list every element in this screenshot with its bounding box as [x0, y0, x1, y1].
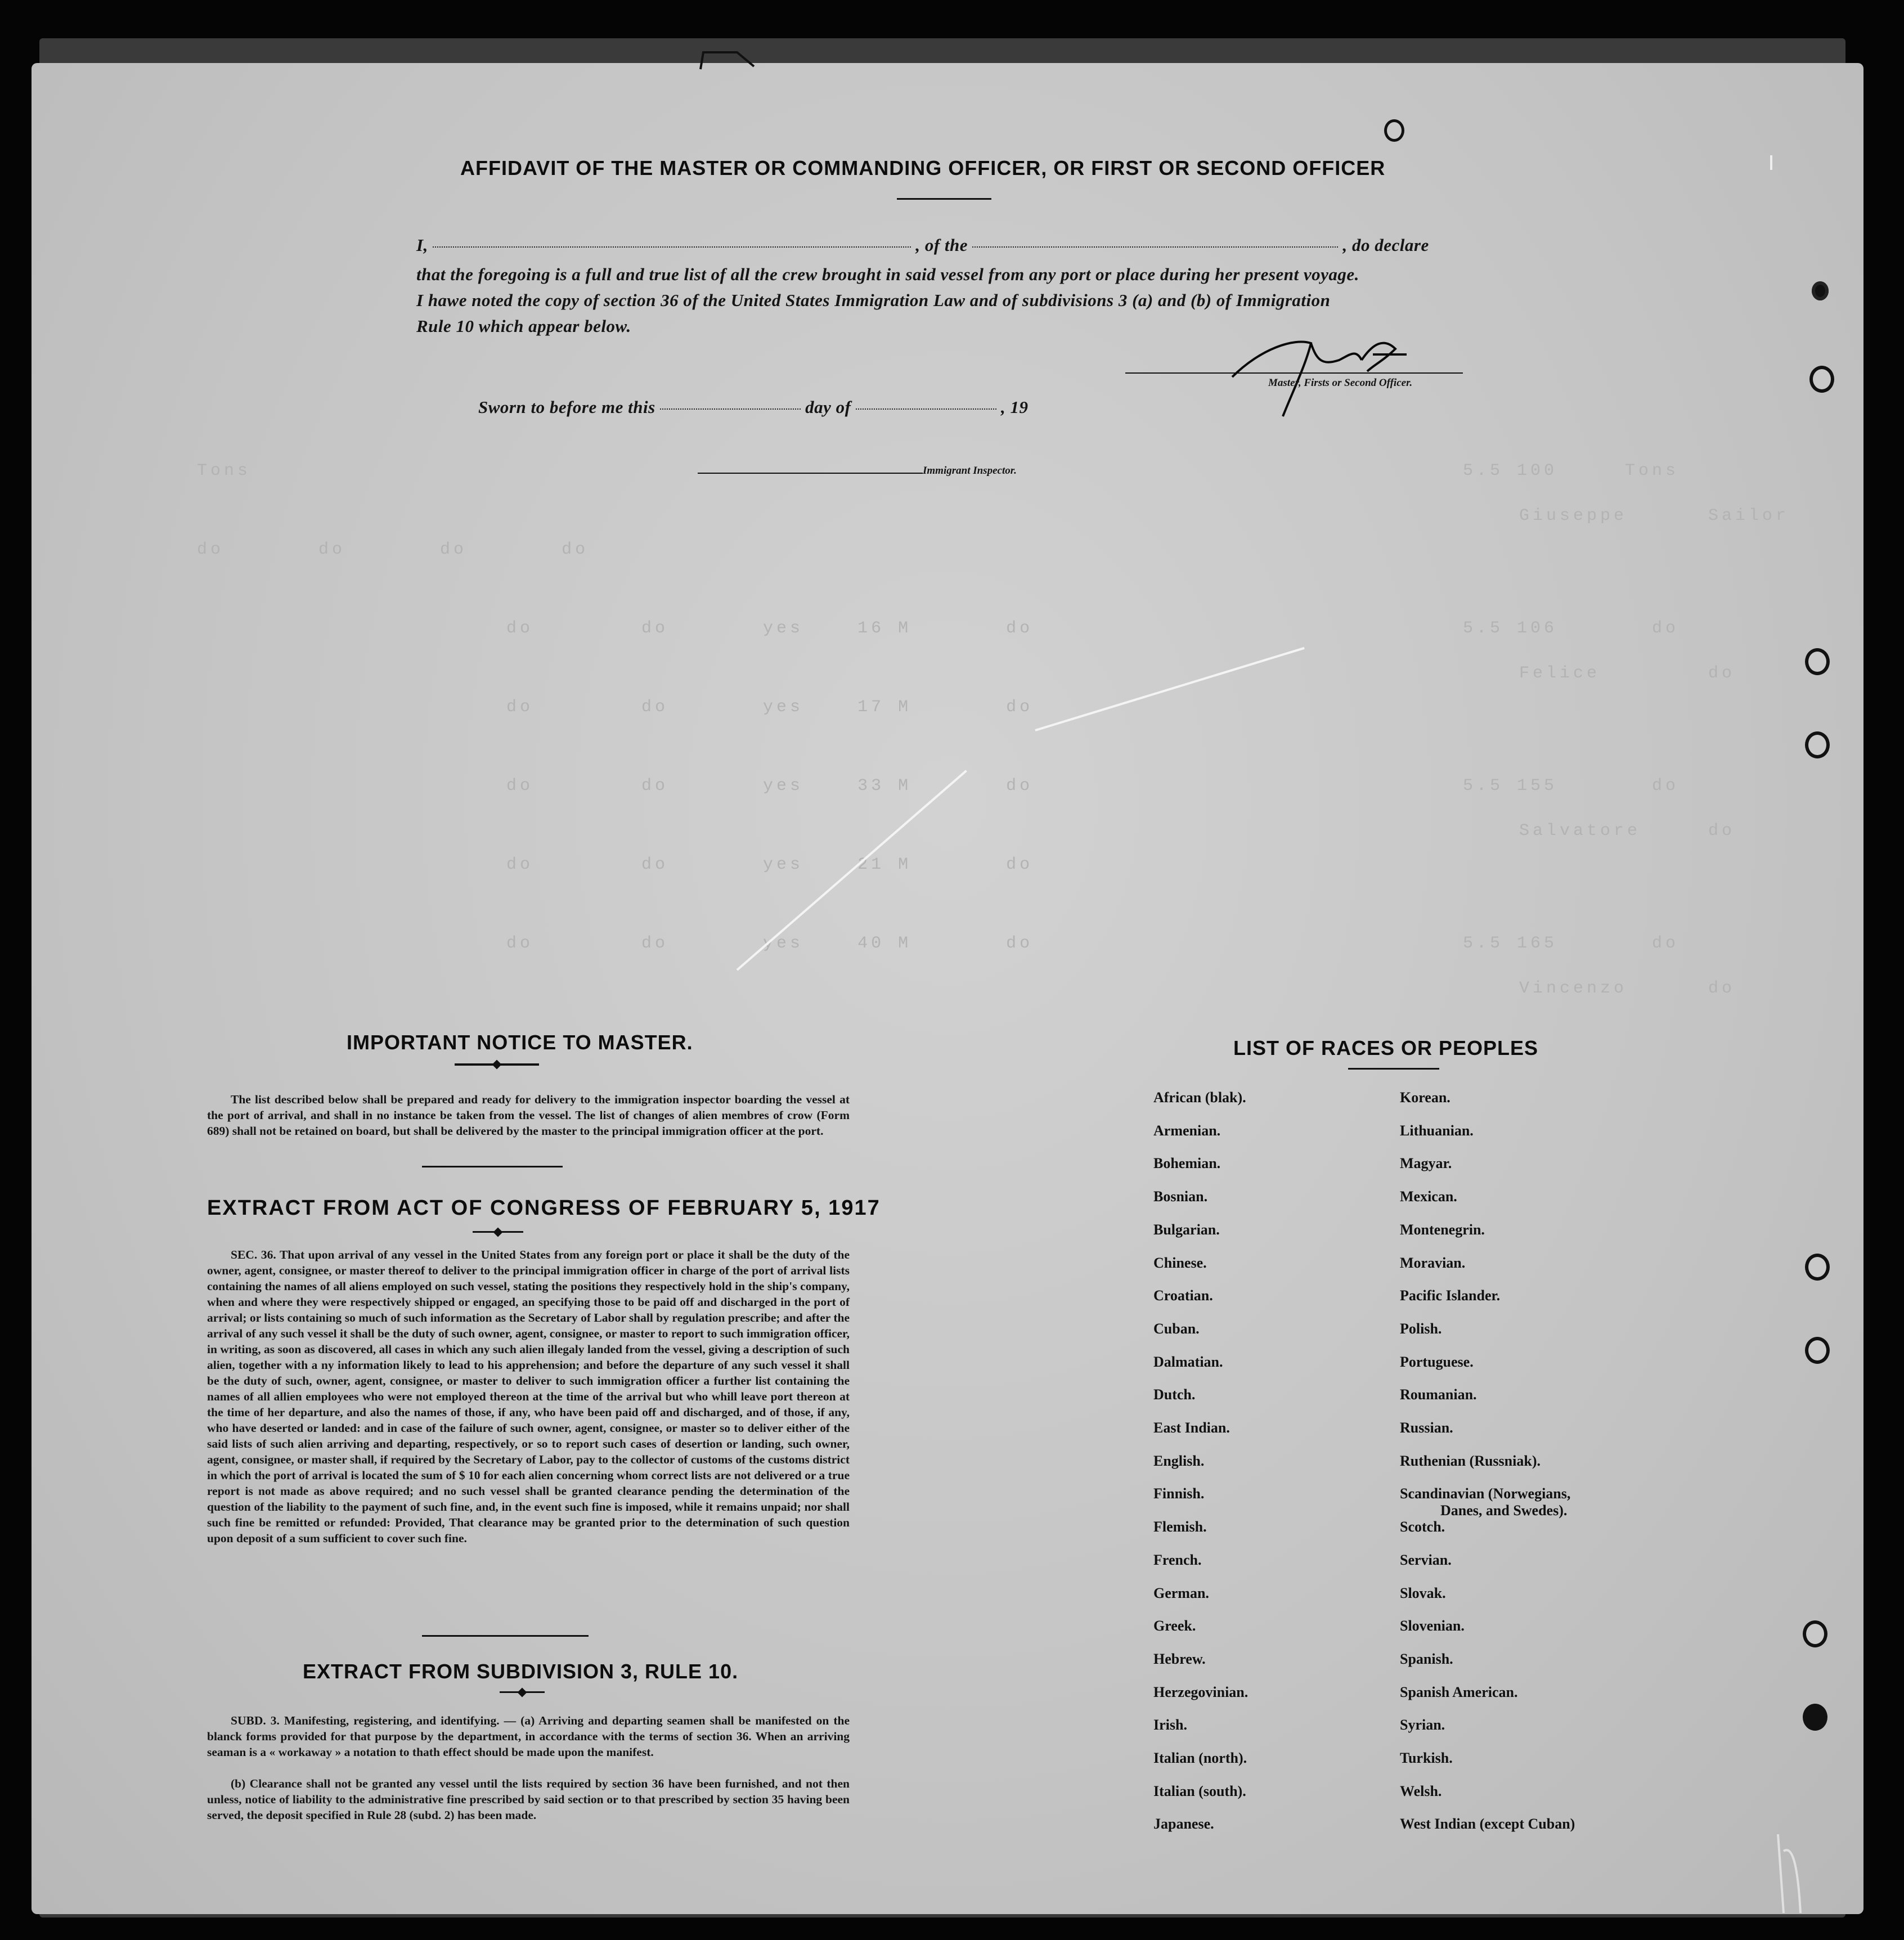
race-item: Cuban.: [1153, 1320, 1200, 1337]
race-item: Scandinavian (Norwegians,: [1400, 1485, 1571, 1502]
vessel-blank-field[interactable]: [972, 246, 1338, 248]
name-blank-field[interactable]: [433, 246, 911, 248]
declaration-do-declare: , do declare: [1342, 235, 1429, 255]
sworn-prefix: Sworn to before me this: [478, 397, 655, 417]
race-item: Herzegovinian.: [1153, 1683, 1249, 1700]
title-rule: [897, 198, 991, 200]
race-item: Slovenian.: [1400, 1618, 1465, 1634]
binder-hole: [1803, 1620, 1827, 1647]
race-item: English.: [1153, 1452, 1205, 1469]
race-item: Spanish American.: [1400, 1683, 1518, 1700]
sworn-day-of: day of: [805, 397, 851, 417]
races-title: LIST OF RACES OR PEOPLES: [1233, 1036, 1539, 1059]
race-item: Irish.: [1153, 1717, 1187, 1734]
race-item: Portuguese.: [1400, 1353, 1474, 1370]
race-item: Croatian.: [1153, 1287, 1213, 1304]
race-item: African (blak).: [1153, 1089, 1246, 1106]
race-item: Dalmatian.: [1153, 1353, 1223, 1370]
binder-hole: [1812, 281, 1829, 300]
race-item: Finnish.: [1153, 1485, 1205, 1502]
affidavit-title: AFFIDAVIT OF THE MASTER OR COMMANDING OFFICER, OR FIRST OR SECOND OFFICER: [460, 156, 1386, 179]
race-item: Italian (south).: [1153, 1782, 1246, 1799]
race-item: Syrian.: [1400, 1717, 1445, 1734]
race-item: French.: [1153, 1551, 1202, 1568]
race-item: Roumanian.: [1400, 1386, 1477, 1403]
margin-ink-mark: [1767, 1829, 1812, 1930]
race-item: Bosnian.: [1153, 1188, 1208, 1205]
binder-hole: [1805, 1254, 1830, 1281]
inspector-signature-line: [698, 473, 923, 474]
act-ornament: [473, 1231, 523, 1233]
race-item: Lithuanian.: [1400, 1122, 1474, 1139]
race-item: Chinese.: [1153, 1254, 1207, 1271]
binder-hole: [1809, 366, 1834, 393]
race-item: Armenian.: [1153, 1122, 1221, 1139]
race-item: Hebrew.: [1153, 1650, 1206, 1667]
rule-paragraph-a: SUBD. 3. Manifesting, registering, and identifying. — (a) Arriving and departing seamen shall be manifested on the blanck forms provided for that purpose by the department, in accordance with the terms of section 36. When an arriving seaman is a « workaway » a notation to thath effect should be made upon the manifest.: [207, 1714, 850, 1759]
race-item: Montenegrin.: [1400, 1221, 1485, 1238]
race-item: Russian.: [1400, 1420, 1453, 1436]
declaration-of-the: , of the: [915, 235, 968, 255]
section-divider: [422, 1635, 589, 1637]
section-divider: [422, 1166, 563, 1167]
race-item: Bulgarian.: [1153, 1221, 1220, 1238]
rule-ornament: [500, 1691, 545, 1693]
race-item: Japanese.: [1153, 1816, 1214, 1833]
race-item: Turkish.: [1400, 1750, 1453, 1766]
binder-hole: [1805, 1337, 1830, 1364]
notice-title: IMPORTANT NOTICE TO MASTER.: [347, 1031, 693, 1054]
race-item: Magyar.: [1400, 1155, 1452, 1172]
race-item: Polish.: [1400, 1320, 1442, 1337]
race-item: German.: [1153, 1584, 1209, 1601]
race-item: Greek.: [1153, 1618, 1196, 1634]
rule-paragraph-b: (b) Clearance shall not be granted any vessel until the lists required by section 36 have been furnished, and not then unless, notice of liability to the administrative fine prescribed by said section or to that prescribed by section 35 having been served, the deposit specified in Rule 28 (subd. 2) has been made.: [207, 1777, 850, 1822]
race-item: Korean.: [1400, 1089, 1451, 1106]
act-extract-title: EXTRACT FROM ACT OF CONGRESS OF FEBRUARY 5, 1917: [207, 1196, 881, 1220]
sworn-month-blank[interactable]: [856, 408, 996, 410]
race-item: West Indian (except Cuban): [1400, 1816, 1575, 1833]
race-item: Danes, and Swedes).: [1440, 1502, 1568, 1519]
sworn-day-blank[interactable]: [660, 408, 801, 410]
affidavit-line-4: Rule 10 which appear below.: [416, 316, 631, 336]
race-item: Ruthenian (Russniak).: [1400, 1452, 1541, 1469]
sworn-line: [478, 397, 1029, 417]
binder-hole: [1805, 731, 1830, 758]
affidavit-line-3: I hawe noted the copy of section 36 of the United States Immigration Law and of subdivisions 3 (a) and (b) of Immigration: [416, 290, 1331, 310]
races-title-rule: [1348, 1068, 1439, 1070]
race-item: Italian (north).: [1153, 1750, 1247, 1766]
rule-extract-title: EXTRACT FROM SUBDIVISION 3, RULE 10.: [303, 1660, 739, 1683]
tab-mark: [698, 50, 760, 72]
race-item: Mexican.: [1400, 1188, 1457, 1205]
race-item: Flemish.: [1153, 1519, 1207, 1535]
race-item: Servian.: [1400, 1551, 1452, 1568]
affidavit-line-2: that the foregoing is a full and true list of all the crew brought in said vessel from any port or place during her present voyage.: [416, 264, 1359, 284]
signature-scrawl: [1227, 326, 1429, 422]
margin-tick: [1770, 155, 1772, 170]
binder-hole: [1803, 1704, 1827, 1731]
race-item: Slovak.: [1400, 1584, 1446, 1601]
act-extract-body: SEC. 36. That upon arrival of any vessel in the United States from any foreign port or place it shall be the duty of the owner, agent, consignee, or master thereof to deliver to the principal immigration officer in charge of the port of arrival lists containing the names of all aliens employed on such vessel, stating the positions they respectively hold in the ship's company, when and where they were respectively shipped or engaged, an specifying those to be paid off and discharged in the port of arrival; or lists containing so much of such information as the Secretary of Labor shall by regulation prescribe; and after the arrival of any such vessel it shall be the duty of such owner, agent, consignee, or master to report to such immigration officer, in writing, as soon as discovered, all cases in which any such alien illegaly landed from the vessel, giving a description of such alien, together with a ny information likely to lead to his apprehension; and before the departure of any such vessel it shall be the duty of such, owner, agent, consignee, or master to deliver to such immigration officer a further list containing the names of all allien employees who were not employed thereon at the time of the arrival but who whill leave port thereon at the time of her departure, and also the names of those, if any, who have been paid off and discharged, and of those, if any, who have deserted or landed: and in case of the failure of such owner, agent, consignee, or master so to deliver either of the said lists of such alien arriving and departing, respectively, or so to report such cases of desertion or landing, such owner, agent, consignee, or master shall, if required by the Secretary of Labor, pay to the collector of customs of the customs district in which the port of arrival is located the sum of $ 10 for each alien concerning whom correct lists are not delivered or a true report is not made as above required; and no such vessel shall be granted clearance pending the determination of the question of the liability to the payment of such fine, and, in the event such fine is imposed, while it remains unpaid; nor shall such fine be remitted or refunded: Provided, That clearance may be granted prior to the determination of such question upon deposit of a sum sufficient to cover such fine.: [207, 1248, 850, 1545]
notice-body: The list described below shall be prepared and ready for delivery to the immigration inspector boarding the vessel at the port of arrival, and shall in no instance be taken from the vessel. The list of changes of alien membres of crow (Form 689) shall not be retained on board, but shall be delivered by the master to the principal immigration officer at the port.: [207, 1093, 850, 1138]
race-item: Scotch.: [1400, 1519, 1445, 1535]
affidavit-declaration-line: [416, 235, 1429, 255]
race-item: Dutch.: [1153, 1386, 1196, 1403]
race-item: Moravian.: [1400, 1254, 1466, 1271]
signature-label: Master, Firsts or Second Officer.: [1268, 377, 1413, 389]
inspector-label: Immigrant Inspector.: [923, 465, 1017, 477]
race-item: Pacific Islander.: [1400, 1287, 1501, 1304]
binder-hole: [1805, 648, 1830, 675]
punch-mark: [1384, 119, 1404, 142]
sworn-year: , 19: [1001, 397, 1029, 417]
race-item: Welsh.: [1400, 1782, 1442, 1799]
notice-ornament: [455, 1063, 539, 1066]
race-item: Bohemian.: [1153, 1155, 1221, 1172]
race-item: East Indian.: [1153, 1420, 1230, 1436]
race-item: Spanish.: [1400, 1650, 1453, 1667]
declaration-i: I,: [416, 235, 428, 255]
